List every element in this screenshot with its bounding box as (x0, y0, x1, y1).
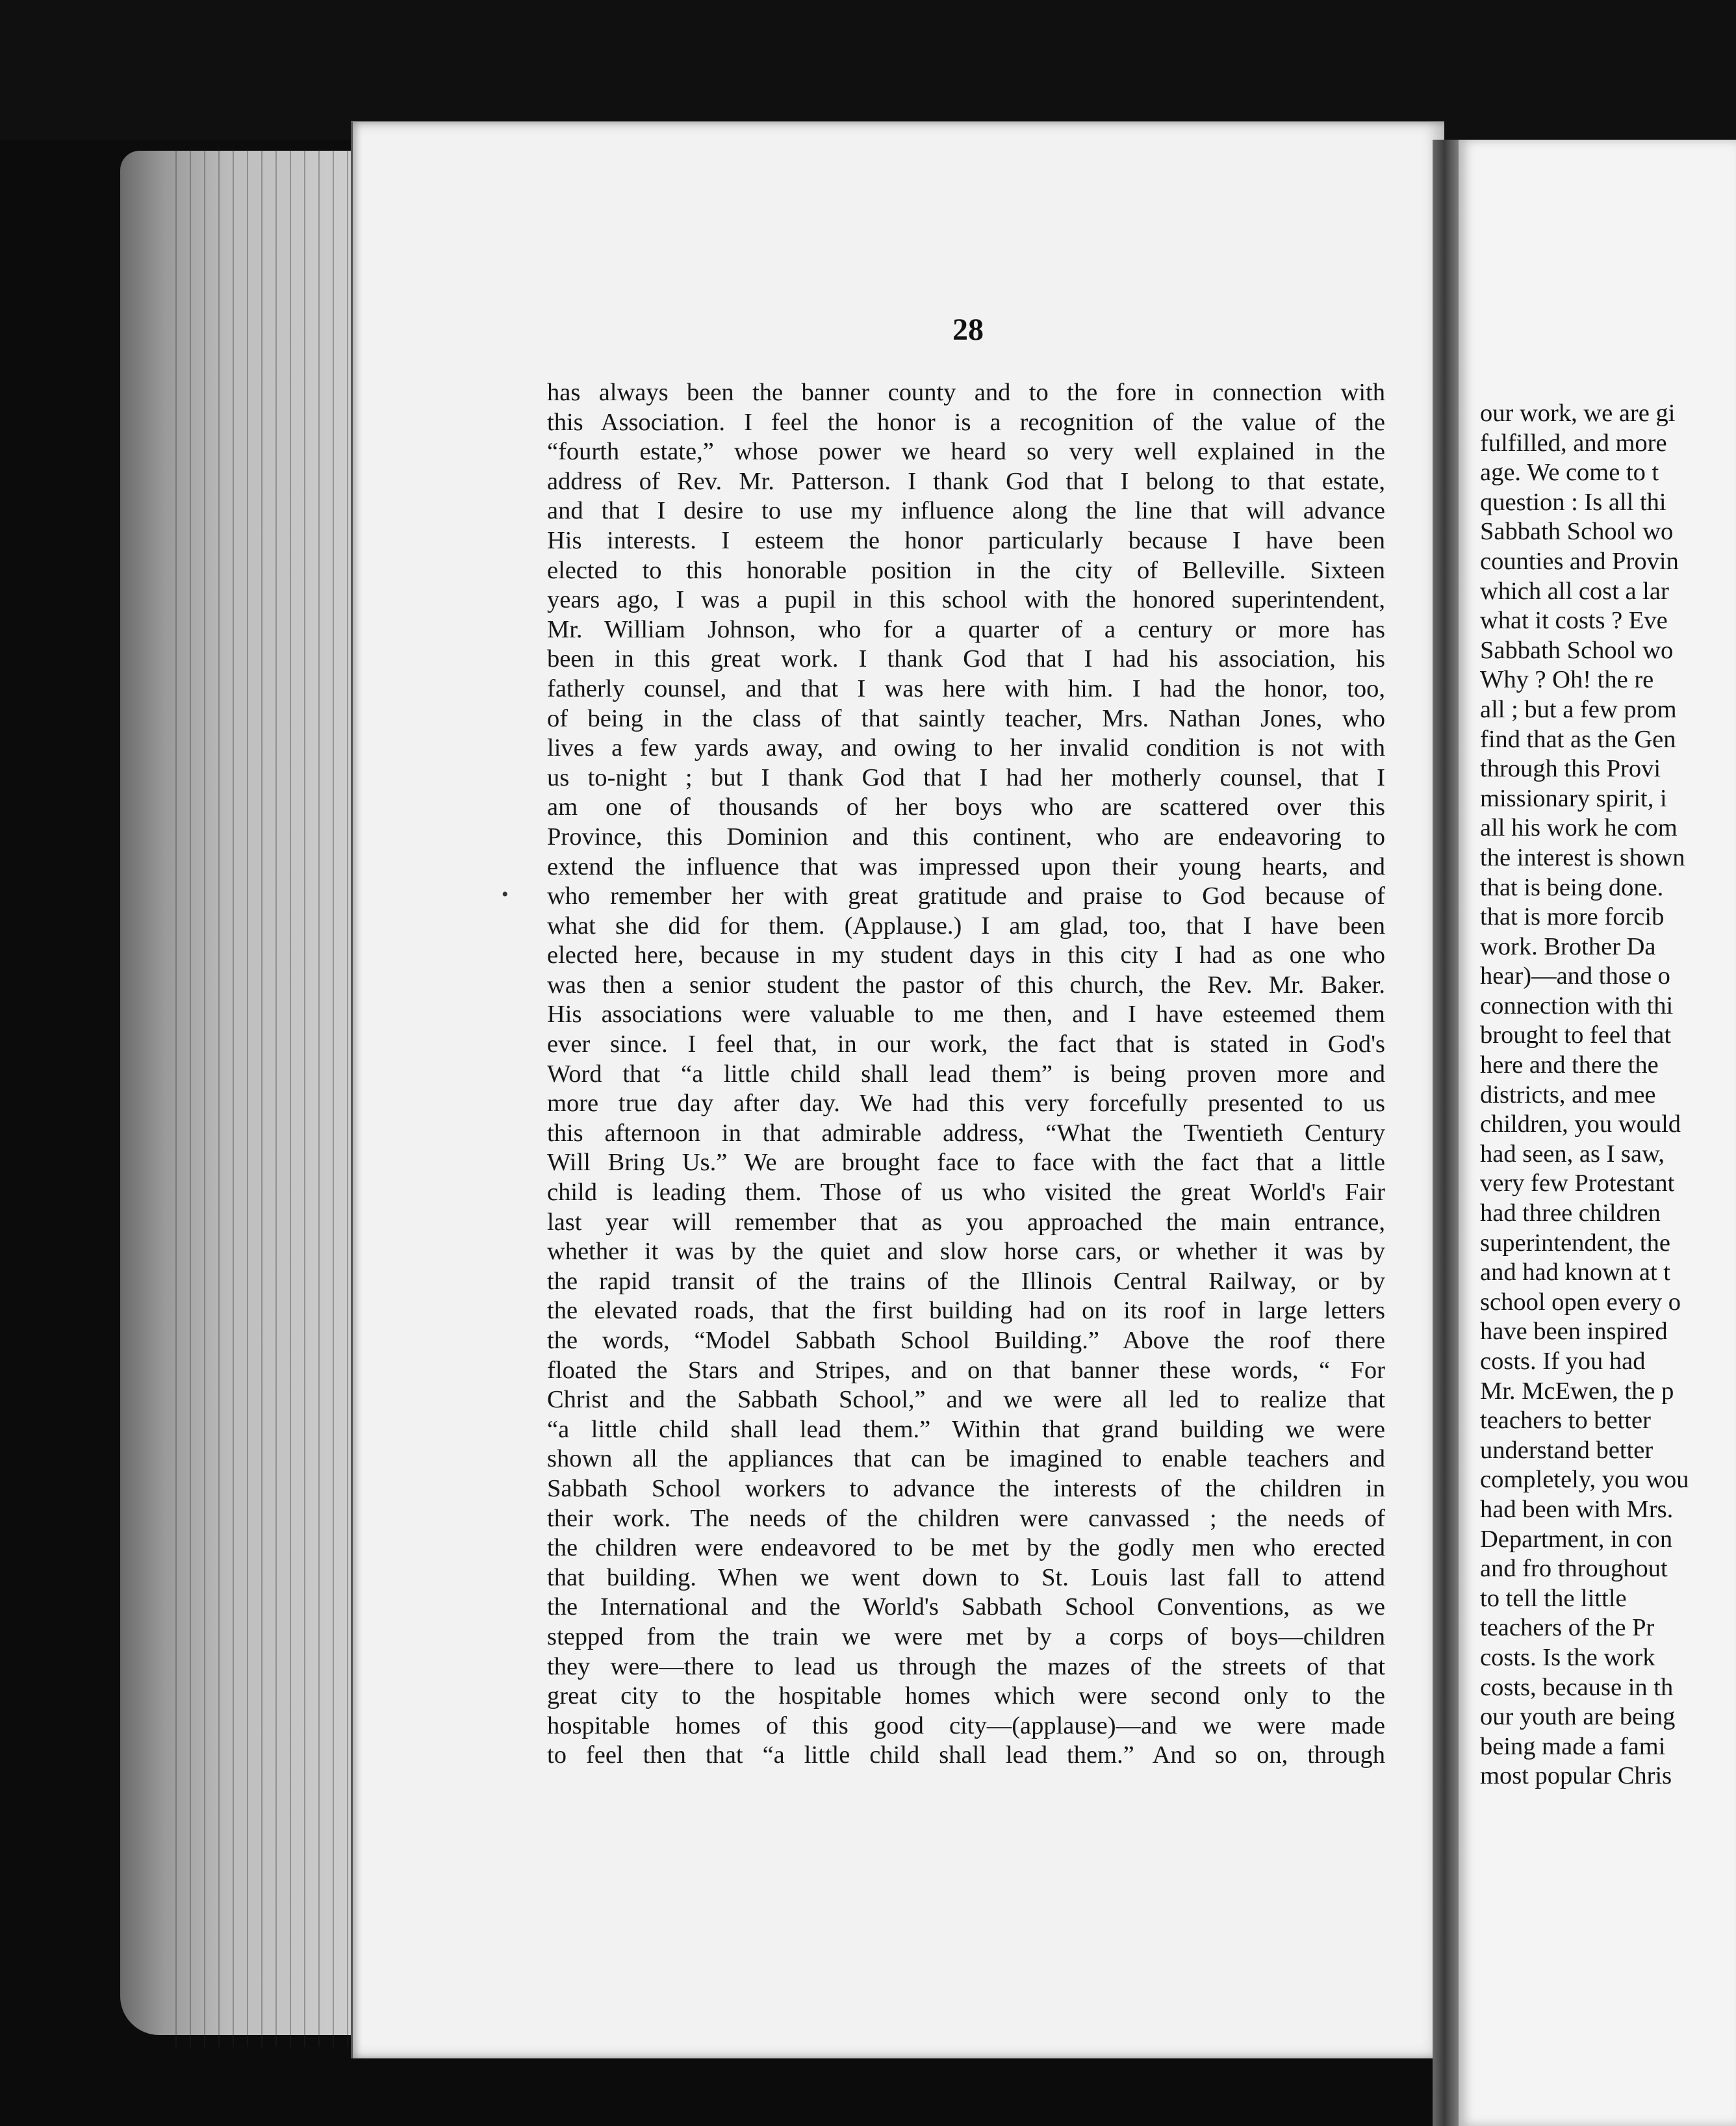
text-line: had three children (1480, 1199, 1661, 1227)
text-line: our work, we are gi (1480, 400, 1676, 427)
text-line: Department, in con (1480, 1525, 1673, 1553)
text-line: find that as the Gen (1480, 725, 1676, 753)
text-line: costs. If you had (1480, 1348, 1646, 1375)
text-line: hospitable homes of this good city—(applause)—and we were made (547, 1711, 1385, 1739)
text-line: fatherly counsel, and that I was here with him. I had the honor, too, (547, 674, 1385, 702)
text-line: was then a senior student the pastor of this church, the Rev. Mr. Baker. (547, 971, 1385, 999)
text-line: great city to the hospitable homes which were second only to the (547, 1682, 1385, 1710)
text-line: missionary spirit, i (1480, 784, 1667, 812)
text-line: being made a fami (1480, 1732, 1666, 1760)
text-line: work. Brother Da (1480, 932, 1656, 960)
text-line: to tell the little (1480, 1584, 1627, 1612)
text-line: this Association. I feel the honor is a recognition of the value of the (547, 408, 1385, 436)
text-line: age. We come to t (1480, 459, 1659, 487)
margin-dot: • (502, 884, 509, 905)
text-line: Christ and the Sabbath School,” and we were all led to realize that (547, 1386, 1385, 1414)
text-line: the words, “Model Sabbath School Building.” Above the roof there (547, 1327, 1385, 1354)
text-line: connection with thi (1480, 992, 1674, 1019)
text-line: they were—there to lead us through the mazes of the streets of that (547, 1652, 1385, 1680)
text-line: costs. Is the work (1480, 1643, 1655, 1671)
text-line: Word that “a little child shall lead them” is being proven more and (547, 1060, 1385, 1088)
text-line: school open every o (1480, 1288, 1681, 1316)
text-line: am one of thousands of her boys who are scattered over this (547, 793, 1385, 821)
text-line: all his work he com (1480, 814, 1678, 842)
text-line: has always been the banner county and to the fore in connection with (547, 379, 1385, 406)
text-line: what it costs ? Eve (1480, 607, 1668, 635)
text-line: more true day after day. We had this very forcefully presented to us (547, 1090, 1385, 1118)
page-stack-lines (175, 149, 351, 2047)
scanner-background-top (0, 0, 1736, 140)
text-line: teachers to better (1480, 1407, 1651, 1435)
text-line: have been inspired (1480, 1318, 1668, 1346)
text-line: through this Provi (1480, 755, 1661, 783)
text-line: elected here, because in my student days in this city I had as one who (547, 941, 1385, 969)
left-page-text (547, 378, 1385, 1771)
text-line: Sabbath School wo (1480, 518, 1674, 546)
text-line: child is leading them. Those of us who visited the great World's Fair (547, 1179, 1385, 1207)
text-line: floated the Stars and Stripes, and on that banner these words, “ For (547, 1356, 1385, 1384)
text-line: question : Is all thi (1480, 488, 1666, 516)
text-line: Mr. McEwen, the p (1480, 1377, 1674, 1405)
text-line: “a little child shall lead them.” Within that grand building we were (547, 1415, 1385, 1443)
text-line: children, you would (1480, 1110, 1681, 1138)
text-line: that building. When we went down to St. Louis last fall to attend (547, 1563, 1385, 1591)
text-line: shown all the appliances that can be imagined to enable teachers and (547, 1445, 1385, 1473)
text-line: Why ? Oh! the re (1480, 666, 1654, 694)
text-line: and that I desire to use my influence along the line that will advance (547, 497, 1385, 525)
text-line: the interest is shown (1480, 843, 1685, 871)
text-line: Sabbath School workers to advance the interests of the children in (547, 1474, 1385, 1502)
text-line: teachers of the Pr (1480, 1614, 1655, 1642)
text-line: us to-night ; but I thank God that I had her motherly counsel, that I (547, 763, 1385, 791)
text-line: the elevated roads, that the first building had on its roof in large letters (547, 1297, 1385, 1325)
text-line: that is more forcib (1480, 903, 1665, 931)
text-line: districts, and mee (1480, 1081, 1656, 1108)
text-line: the rapid transit of the trains of the Illinois Central Railway, or by (547, 1267, 1385, 1295)
text-line: who remember her with great gratitude and praise to God because of (547, 882, 1385, 910)
text-line: which all cost a lar (1480, 577, 1669, 605)
text-line: to feel then that “a little child shall lead them.” And so on, through (547, 1741, 1385, 1769)
text-line: ever since. I feel that, in our work, the fact that is stated in God's (547, 1031, 1385, 1058)
text-line: years ago, I was a pupil in this school with the honored superintendent, (547, 586, 1385, 614)
text-line: address of Rev. Mr. Patterson. I thank God that I belong to that estate, (547, 467, 1385, 495)
text-line: the children were endeavored to be met by the godly men who erected (547, 1534, 1385, 1562)
text-line: extend the influence that was impressed upon their young hearts, and (547, 852, 1385, 880)
text-line: completely, you wou (1480, 1466, 1689, 1494)
text-line: that is being done. (1480, 873, 1664, 901)
text-line: Will Bring Us.” We are brought face to face with the fact that a little (547, 1149, 1385, 1177)
text-line: and had known at t (1480, 1259, 1670, 1287)
text-line: last year will remember that as you approached the main entrance, (547, 1208, 1385, 1236)
text-line: Province, this Dominion and this continent, who are endeavoring to (547, 823, 1385, 851)
text-line: whether it was by the quiet and slow horse cars, or whether it was by (547, 1238, 1385, 1266)
text-line: fulfilled, and more (1480, 429, 1667, 457)
text-line: very few Protestant (1480, 1170, 1675, 1197)
text-line: Mr. William Johnson, who for a quarter of a century or more has (547, 615, 1385, 643)
text-line: brought to feel that (1480, 1021, 1672, 1049)
text-line: costs, because in th (1480, 1673, 1674, 1701)
text-line: Sabbath School wo (1480, 636, 1674, 664)
text-line: the International and the World's Sabbath School Conventions, as we (547, 1593, 1385, 1621)
text-line: lives a few yards away, and owing to her invalid condition is not with (547, 734, 1385, 762)
text-line: hear)—and those o (1480, 962, 1670, 990)
book-gutter (1433, 140, 1459, 2126)
right-page-text (1480, 399, 1736, 1791)
text-line: their work. The needs of the children were canvassed ; the needs of (547, 1504, 1385, 1532)
text-line: been in this great work. I thank God that I had his association, his (547, 645, 1385, 673)
text-line: all ; but a few prom (1480, 695, 1677, 723)
text-line: here and there the (1480, 1051, 1659, 1079)
page-number: 28 (952, 313, 984, 347)
text-line: what she did for them. (Applause.) I am glad, too, that I have been (547, 912, 1385, 940)
text-line: our youth are being (1480, 1703, 1676, 1731)
text-line: had been with Mrs. (1480, 1495, 1674, 1523)
text-line: superintendent, the (1480, 1229, 1670, 1257)
text-line: “fourth estate,” whose power we heard so very well explained in the (547, 438, 1385, 466)
text-line: His interests. I esteem the honor particularly because I have been (547, 526, 1385, 554)
text-line: elected to this honorable position in the city of Belleville. Sixteen (547, 556, 1385, 584)
text-line: stepped from the train we were met by a corps of boys—children (547, 1622, 1385, 1650)
text-line: and fro throughout (1480, 1555, 1668, 1583)
text-line: this afternoon in that admirable address, “What the Twentieth Century (547, 1119, 1385, 1147)
scanner-background-left (0, 140, 117, 2126)
text-line: most popular Chris (1480, 1762, 1672, 1790)
text-line: had seen, as I saw, (1480, 1140, 1665, 1168)
text-line: understand better (1480, 1436, 1653, 1464)
text-line: His associations were valuable to me then, and I have esteemed them (547, 1001, 1385, 1029)
text-line: counties and Provin (1480, 547, 1679, 575)
text-line: of being in the class of that saintly teacher, Mrs. Nathan Jones, who (547, 704, 1385, 732)
